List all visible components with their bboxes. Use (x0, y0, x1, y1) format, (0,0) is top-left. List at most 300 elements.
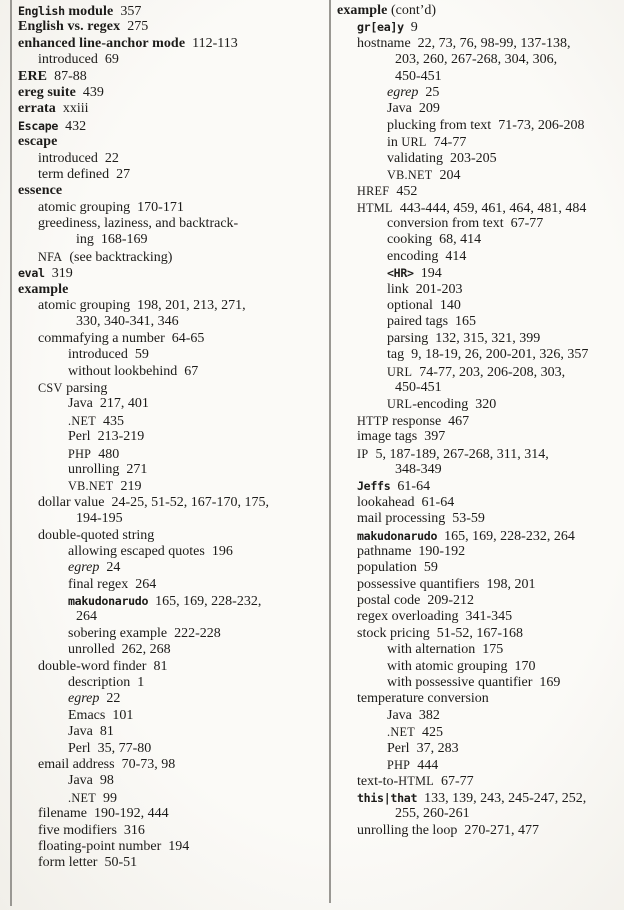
entry-text: with possessive quantifier (387, 675, 533, 691)
page-numbers: 132, 315, 321, 399 (435, 330, 541, 346)
page-numbers: 432 (65, 118, 87, 134)
index-line (18, 101, 318, 117)
page-numbers: 81 (153, 658, 168, 674)
index-line (337, 724, 621, 740)
entry-text: (cont’d) (387, 3, 437, 18)
page-numbers: 168-169 (100, 232, 148, 248)
page-numbers: 341-345 (465, 609, 513, 625)
entry-text: HTML (357, 200, 393, 215)
page-numbers: 275 (127, 19, 149, 35)
page-numbers: 140 (439, 298, 461, 314)
page-numbers: 22 (106, 691, 121, 707)
index-line (18, 855, 318, 871)
page-numbers: 204 (439, 167, 461, 183)
entry-text: gr[ea]y (357, 20, 404, 35)
entry-text: 450-451 (395, 379, 442, 395)
index-line (18, 757, 318, 773)
entry-text: Escape (18, 118, 59, 133)
entry-text: paired tags (387, 314, 449, 330)
entry-text: VB.NET (68, 479, 114, 494)
index-line (337, 609, 621, 625)
index-line (337, 52, 621, 68)
page-numbers: 190-192 (418, 543, 466, 559)
index-line (18, 642, 318, 658)
index-line (18, 298, 318, 314)
index-line (337, 101, 621, 117)
page-numbers: 22 (104, 150, 119, 166)
entry-text: text-to- (357, 774, 399, 790)
page-numbers: 69 (104, 52, 119, 68)
index-line (18, 823, 318, 839)
index-line (337, 3, 621, 19)
index-line (18, 249, 318, 265)
entry-text: 264 (76, 609, 97, 625)
index-line (337, 659, 621, 675)
entry-text: unrolled (68, 642, 115, 658)
page-numbers: 270-271, 477 (464, 822, 539, 838)
entry-text: dollar value (38, 494, 105, 510)
index-line (18, 577, 318, 593)
entry-text: Java (68, 773, 93, 789)
index-line (337, 806, 621, 822)
index-line (18, 495, 318, 511)
index-line (18, 511, 318, 527)
entry-text: response (388, 413, 442, 429)
index-line (18, 839, 318, 855)
entry-text: .NET (68, 413, 96, 428)
index-line (337, 167, 621, 183)
entry-text: without lookbehind (68, 363, 178, 379)
index-line (18, 724, 318, 740)
index-line (337, 790, 621, 806)
entry-text: English (18, 4, 65, 18)
entry-text: introduced (38, 150, 98, 166)
index-line (18, 36, 318, 52)
page-numbers: 68, 414 (439, 232, 482, 248)
page-numbers: 198, 201, 213, 271, (137, 298, 246, 314)
entry-text: Perl (387, 740, 410, 756)
entry-text: atomic grouping (38, 298, 131, 314)
page-numbers: 209 (418, 101, 440, 117)
entry-text: commafying a number (38, 330, 165, 346)
index-line (18, 52, 318, 68)
entry-text: Java (68, 724, 93, 740)
entry-text: Perl (68, 429, 91, 445)
entry-text: errata (18, 101, 56, 117)
index-line (337, 823, 621, 839)
page-numbers: 439 (82, 84, 104, 100)
page-numbers: 133, 139, 243, 245-247, 252, (424, 790, 587, 806)
index-line (337, 560, 621, 576)
index-line (337, 364, 621, 380)
entry-text: description (68, 675, 131, 691)
entry-text: five modifiers (38, 822, 117, 838)
index-line (18, 19, 318, 35)
entry-text: lookahead (357, 494, 415, 510)
index-line (18, 282, 318, 298)
index-line (337, 413, 621, 429)
index-line (18, 544, 318, 560)
entry-text: ereg suite (18, 84, 76, 100)
entry-text: introduced (68, 347, 128, 363)
index-line (18, 741, 318, 757)
entry-text: Jeffs (357, 479, 391, 494)
index-line (337, 429, 621, 445)
index-line (18, 314, 318, 330)
page-numbers: 24-25, 51-52, 167-170, 175, (111, 494, 269, 510)
index-line (18, 216, 318, 232)
entry-text: egrep (68, 691, 100, 707)
index-line (337, 757, 621, 773)
entry-text: validating (387, 150, 443, 166)
page-numbers: 99 (102, 790, 117, 806)
index-line (337, 183, 621, 199)
index-line (337, 232, 621, 248)
page-numbers: 169 (539, 675, 561, 691)
index-line (18, 806, 318, 822)
entry-text: greediness, laziness, and backtrack- (38, 216, 239, 232)
index-line (337, 265, 621, 281)
index-line (337, 626, 621, 642)
entry-text: VB.NET (387, 167, 433, 182)
page-numbers: 101 (112, 707, 134, 723)
page-numbers: 170 (514, 658, 536, 674)
page-numbers: 81 (99, 724, 114, 740)
page-numbers: xxiii (62, 101, 89, 117)
entry-text: makudonarudo (68, 594, 149, 609)
page-numbers: 175 (482, 642, 504, 658)
index-line (337, 528, 621, 544)
index-line (18, 183, 318, 199)
index-line (337, 396, 621, 412)
entry-text: Java (387, 707, 412, 723)
index-line (337, 478, 621, 494)
page-numbers: 414 (445, 248, 467, 264)
entry-text: eval (18, 266, 45, 281)
index-line (337, 380, 621, 396)
entry-text: term defined (38, 166, 110, 182)
entry-text: CSV (38, 380, 63, 395)
entry-text: makudonarudo (357, 528, 438, 543)
page-numbers: 53-59 (452, 511, 485, 527)
entry-text: possessive quantifiers (357, 576, 480, 592)
index-line (18, 396, 318, 412)
page-numbers: 59 (134, 347, 149, 363)
page-numbers: 165 (455, 314, 477, 330)
index-line (18, 413, 318, 429)
entry-text: introduced (38, 52, 98, 68)
entry-text: <HR> (387, 266, 414, 281)
entry-text: stock pricing (357, 625, 430, 641)
entry-text: form letter (38, 855, 98, 871)
entry-text: cooking (387, 232, 433, 248)
page-numbers: 219 (120, 479, 142, 495)
page-numbers: 22, 73, 76, 98-99, 137-138, (417, 35, 571, 51)
page-numbers: 24 (106, 560, 121, 576)
index-line (18, 560, 318, 576)
entry-text: escape (18, 134, 58, 150)
entry-text: email address (38, 756, 115, 772)
page-numbers: 443-444, 459, 461, 464, 481, 484 (399, 200, 587, 216)
index-column-right (337, 3, 621, 839)
page-numbers: 35, 77-80 (97, 740, 152, 756)
page-numbers: 9 (410, 20, 418, 36)
page-numbers: 1 (137, 675, 145, 691)
entry-text: tag (387, 347, 405, 363)
entry-text: regex overloading (357, 609, 459, 625)
page-numbers: 74-77, 203, 206-208, 303, (419, 364, 566, 380)
page-numbers: 319 (51, 266, 73, 282)
entry-text: 348-349 (395, 461, 442, 477)
entry-text: 330, 340-341, 346 (76, 314, 179, 330)
entry-text: parsing (387, 330, 429, 346)
index-line (18, 429, 318, 445)
index-line (18, 609, 318, 625)
index-line (18, 167, 318, 183)
entry-text: population (357, 560, 417, 576)
page-numbers: 435 (102, 413, 124, 429)
page-numbers: 264 (135, 576, 157, 592)
entry-text: Java (387, 101, 412, 117)
entry-text: mail processing (357, 511, 446, 527)
index-line (337, 298, 621, 314)
entry-text: URL (401, 135, 427, 150)
page-numbers: 74-77 (433, 135, 467, 151)
page-numbers: 37, 283 (416, 740, 459, 756)
page-numbers: 67-77 (510, 216, 544, 232)
entry-text: link (387, 281, 409, 297)
entry-text: temperature conversion (357, 691, 489, 707)
index-line (18, 69, 318, 85)
index-line (337, 462, 621, 478)
page-numbers: 320 (475, 397, 497, 413)
page-numbers: 71-73, 206-208 (498, 117, 585, 133)
index-line (337, 593, 621, 609)
page-numbers: 112-113 (192, 35, 238, 51)
entry-text: 450-451 (395, 68, 442, 84)
index-line (18, 3, 318, 19)
index-line (337, 134, 621, 150)
page-numbers: 382 (418, 707, 440, 723)
page-numbers: 452 (396, 184, 418, 200)
entry-text: 203, 260, 267-268, 304, 306, (395, 52, 558, 68)
entry-text: URL (387, 397, 413, 412)
page-numbers: 27 (116, 166, 131, 182)
entry-text: hostname (357, 35, 411, 51)
page-numbers: 425 (421, 725, 443, 741)
entry-text: English vs. regex (18, 19, 121, 35)
entry-text: double-quoted string (38, 527, 155, 543)
entry-text: image tags (357, 429, 418, 445)
entry-text: allowing escaped quotes (68, 543, 205, 559)
entry-text: with alternation (387, 642, 476, 658)
entry-text: HREF (357, 184, 390, 199)
entry-text: double-word finder (38, 658, 147, 674)
entry-text: unrolling (68, 461, 120, 477)
page-numbers: 67 (184, 363, 199, 379)
page-numbers: 25 (425, 84, 440, 100)
entry-text: final regex (68, 576, 129, 592)
column-rule-middle (329, 0, 331, 903)
entry-text: HTTP (357, 413, 389, 428)
index-line (337, 675, 621, 691)
index-line (18, 200, 318, 216)
index-line (337, 741, 621, 757)
page-numbers: 61-64 (397, 479, 431, 495)
index-line (18, 528, 318, 544)
page-numbers: 262, 268 (121, 642, 171, 658)
entry-text: IP (357, 446, 369, 461)
index-line (337, 331, 621, 347)
page-numbers: 444 (417, 757, 439, 773)
index-line (18, 380, 318, 396)
page-numbers: 222-228 (174, 625, 221, 641)
entry-text: Emacs (68, 707, 106, 723)
index-line (337, 118, 621, 134)
index-line (337, 216, 621, 232)
entry-text: postal code (357, 593, 421, 609)
entry-text: 255, 260-261 (395, 806, 470, 822)
page-numbers: 209-212 (427, 593, 475, 609)
entry-text: PHP (68, 446, 92, 461)
entry-text: example (337, 3, 388, 18)
index-line (18, 347, 318, 363)
page-numbers: 51-52, 167-168 (436, 625, 524, 641)
index-line (337, 282, 621, 298)
page-numbers: 203-205 (450, 150, 497, 166)
page-numbers: 170-171 (137, 199, 184, 215)
index-line (337, 577, 621, 593)
index-line (337, 19, 621, 35)
page-numbers: 357 (120, 4, 142, 19)
index-line (18, 790, 318, 806)
entry-text: example (18, 281, 69, 297)
index-line (337, 69, 621, 85)
page-numbers: 67-77 (440, 774, 474, 790)
index-line (18, 85, 318, 101)
index-line (18, 265, 318, 281)
entry-text: PHP (387, 757, 411, 772)
index-line (18, 626, 318, 642)
entry-text: with atomic grouping (387, 658, 508, 674)
entry-text: filename (38, 806, 87, 822)
page-numbers: 201-203 (415, 281, 463, 297)
entry-text: .NET (68, 790, 96, 805)
index-line (337, 495, 621, 511)
entry-text: essence (18, 183, 63, 199)
index-line (18, 659, 318, 675)
page-numbers: 9, 18-19, 26, 200-201, 326, 357 (411, 347, 589, 363)
page-numbers: 5, 187-189, 267-268, 311, 314, (375, 446, 549, 462)
entry-text: optional (387, 298, 433, 314)
page-numbers: 198, 201 (486, 576, 536, 592)
column-rule-left (10, 0, 12, 906)
entry-text: pathname (357, 543, 412, 559)
entry-text: ERE (18, 68, 48, 84)
entry-text: ing (76, 232, 94, 248)
index-line (18, 462, 318, 478)
index-line (18, 134, 318, 150)
page-numbers: 213-219 (97, 429, 145, 445)
entry-text: egrep (68, 560, 100, 576)
entry-text: this|that (357, 790, 418, 805)
index-line (18, 691, 318, 707)
page-numbers: 271 (126, 461, 148, 477)
page-numbers: 50-51 (104, 855, 138, 871)
index-column-left (18, 3, 318, 872)
entry-text: URL (387, 364, 413, 379)
index-line (337, 511, 621, 527)
page-numbers: 196 (211, 543, 233, 559)
page-numbers: 316 (123, 822, 145, 838)
entry-text: parsing (62, 380, 108, 396)
page-numbers: 190-192, 444 (93, 806, 169, 822)
page-numbers: 165, 169, 228-232, 264 (444, 528, 575, 544)
index-line (18, 773, 318, 789)
index-line (18, 593, 318, 609)
index-line (18, 151, 318, 167)
index-line (18, 478, 318, 494)
entry-text: Java (68, 396, 93, 412)
entry-text: conversion from text (387, 216, 504, 232)
index-line (337, 200, 621, 216)
page-numbers: 165, 169, 228-232, (155, 594, 262, 610)
page-numbers: 98 (99, 773, 114, 789)
index-line (18, 118, 318, 134)
index-line (18, 708, 318, 724)
index-line (337, 544, 621, 560)
index-line (337, 708, 621, 724)
page-numbers: 59 (423, 560, 438, 576)
page-numbers: 194 (168, 838, 190, 854)
index-line (337, 249, 621, 265)
entry-text: floating-point number (38, 838, 162, 854)
entry-text: enhanced line-anchor mode (18, 35, 186, 51)
page-numbers: 64-65 (171, 330, 205, 346)
index-line (337, 773, 621, 789)
index-line (337, 642, 621, 658)
index-line (18, 675, 318, 691)
page-numbers: 194 (420, 266, 442, 282)
index-line (18, 364, 318, 380)
entry-text: sobering example (68, 625, 168, 641)
entry-text: HTML (398, 774, 434, 789)
page-numbers: 61-64 (421, 494, 455, 510)
index-line (337, 691, 621, 707)
entry-text: module (64, 4, 114, 19)
index-line (337, 446, 621, 462)
entry-text: in (387, 135, 402, 151)
entry-text: atomic grouping (38, 199, 131, 215)
entry-text: plucking from text (387, 117, 492, 133)
page-numbers: 217, 401 (99, 396, 149, 412)
index-line (18, 446, 318, 462)
page-numbers: 397 (424, 429, 446, 445)
index-line (18, 232, 318, 248)
entry-text: NFA (38, 249, 63, 264)
index-line (337, 347, 621, 363)
index-line (18, 331, 318, 347)
page-numbers: 70-73, 98 (121, 756, 176, 772)
page-numbers: 480 (98, 446, 120, 462)
page-numbers: 467 (448, 413, 470, 429)
entry-text: encoding (387, 248, 439, 264)
index-line (337, 151, 621, 167)
page-numbers: 87-88 (54, 68, 87, 84)
page-numbers: (see backtracking) (69, 249, 173, 265)
entry-text: egrep (387, 84, 419, 100)
index-line (337, 314, 621, 330)
